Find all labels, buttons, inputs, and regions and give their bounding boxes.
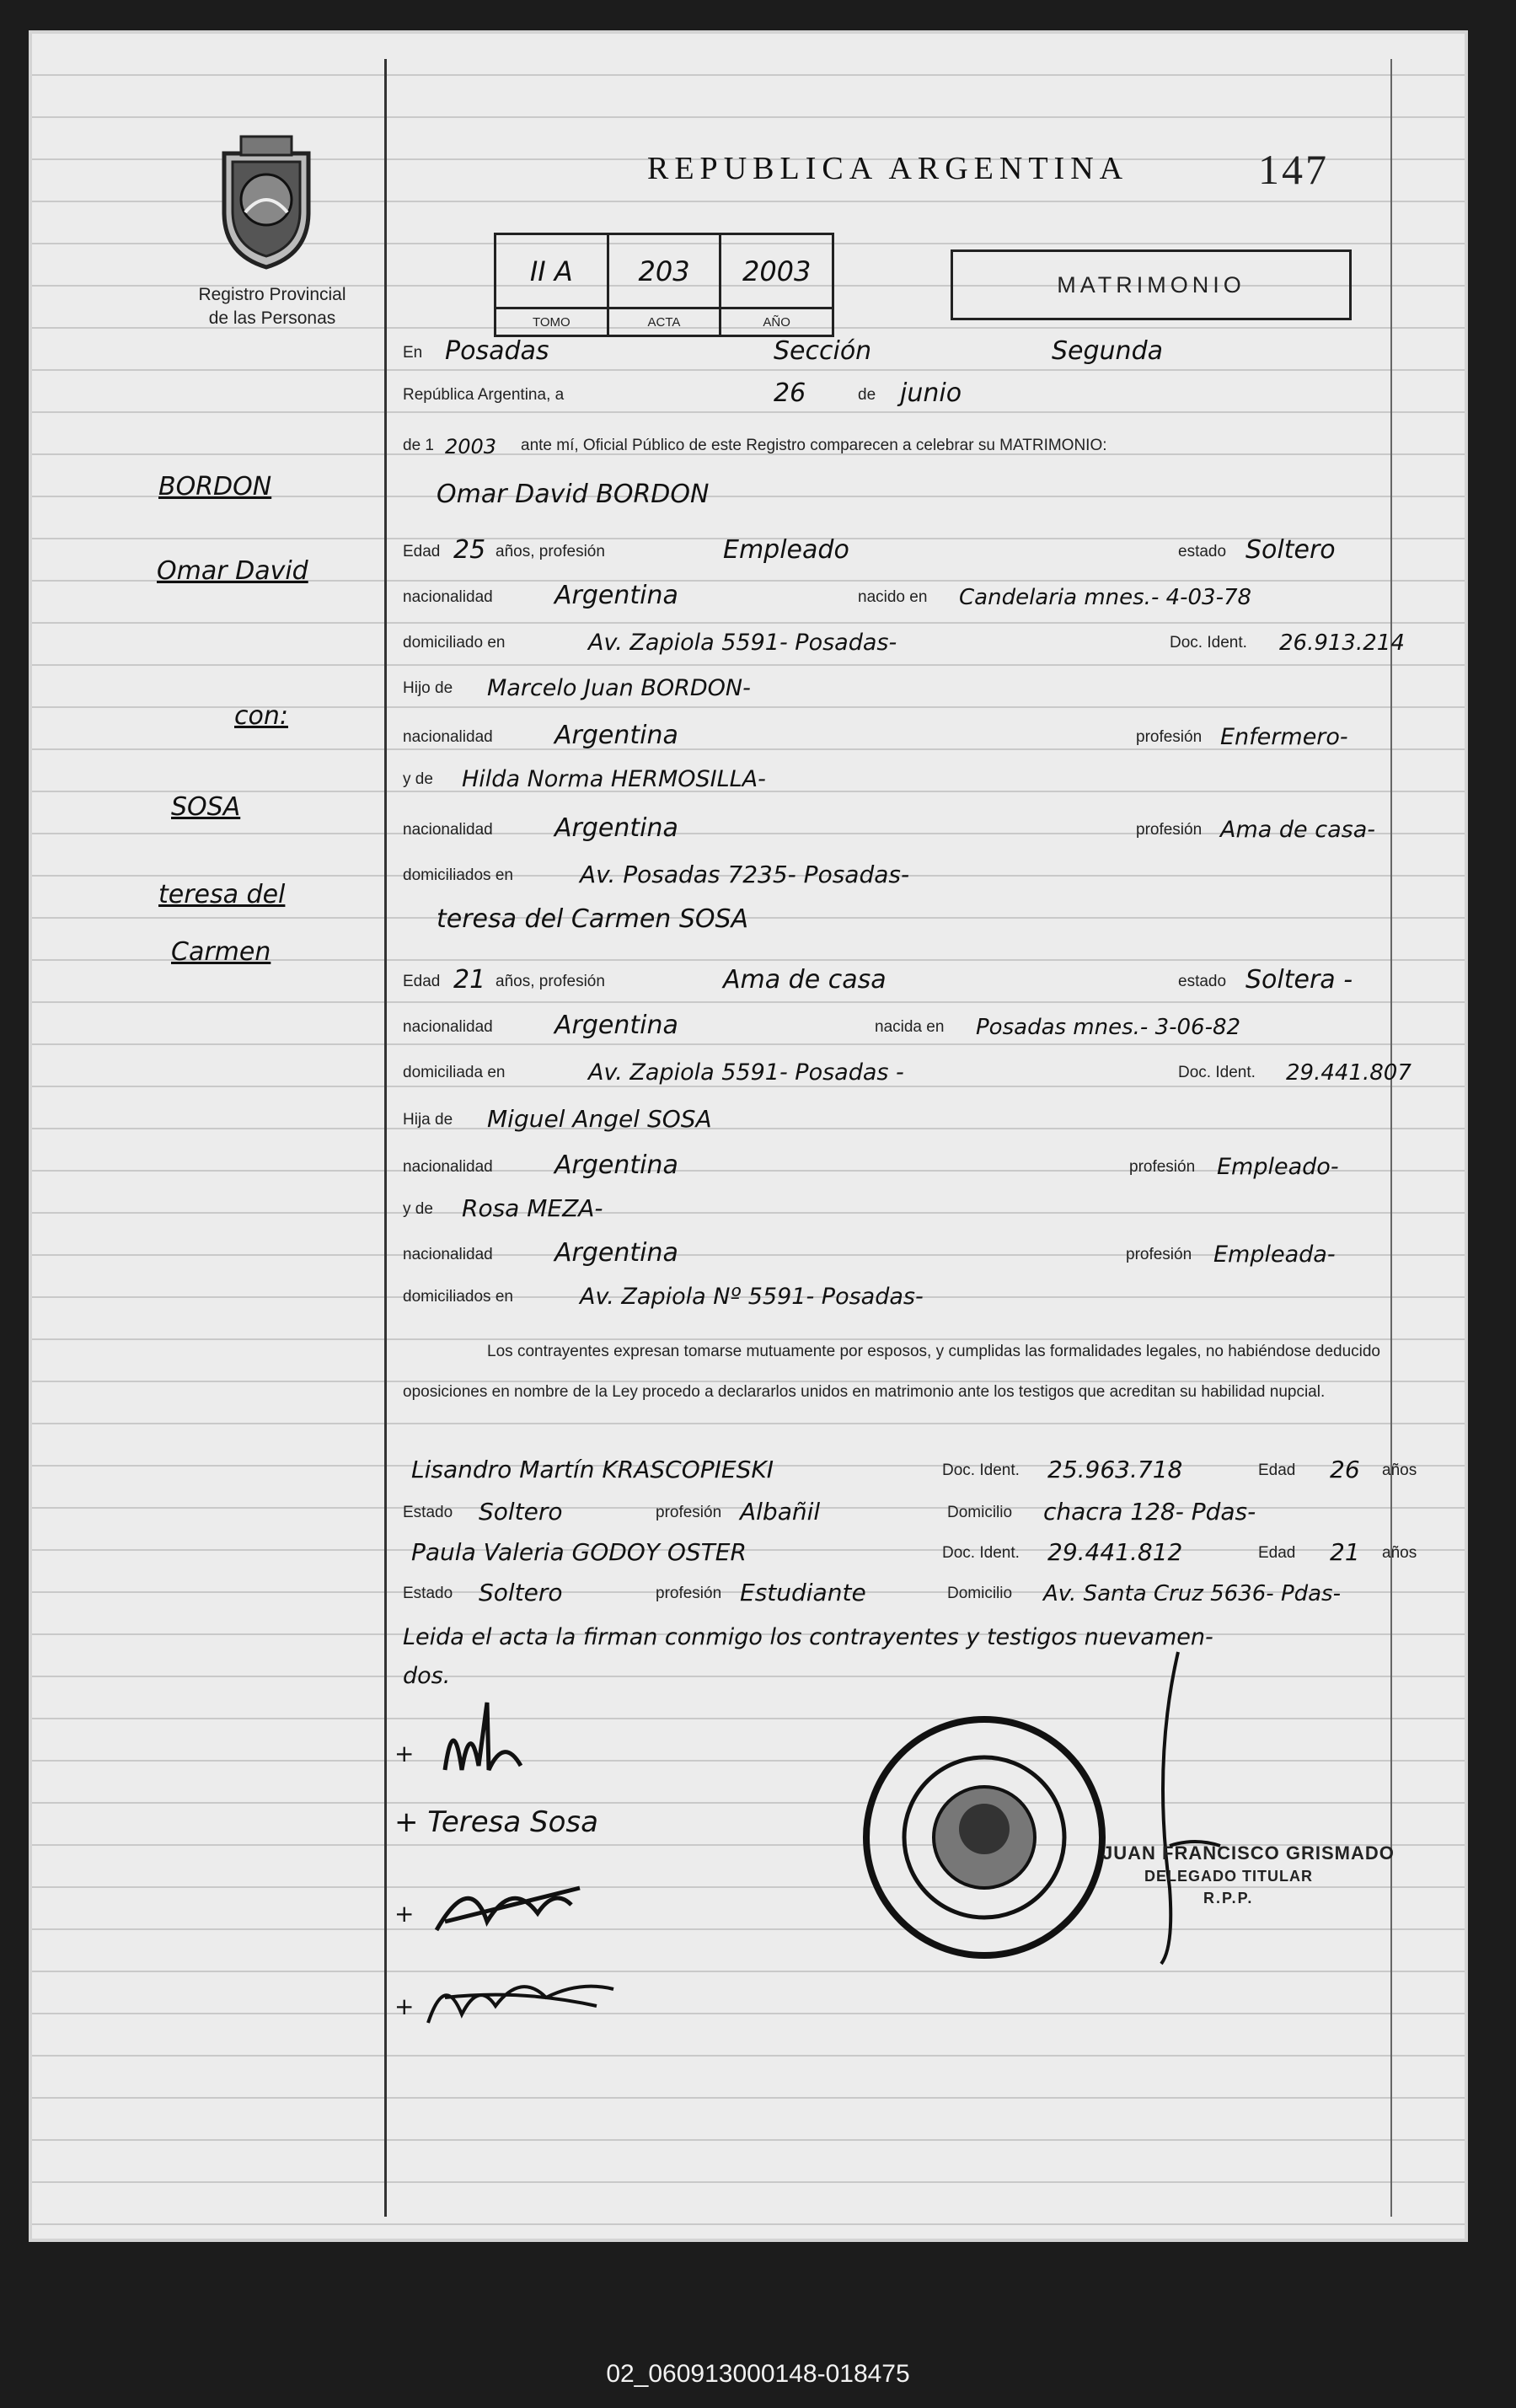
groom-mother-label: y de [403,770,433,788]
witness-2-doc-id: 29.441.812 [1047,1538,1183,1566]
bride-domicile-value: Av. Zapiola 5591- Posadas - [588,1059,904,1086]
groom-father-nationality-label: nacionalidad [403,728,493,746]
bride-mother-label: y de [403,1200,433,1218]
groom-mother-profession-label: profesión [1136,821,1203,839]
groom-mother-nationality-value: Argentina [554,813,678,843]
bride-mother-nationality-value: Argentina [554,1238,678,1268]
bride-father-profession-value: Empleado- [1217,1154,1339,1180]
witness-1-edad-label: Edad [1258,1461,1296,1479]
margin-names-2a: teresa del [158,880,286,909]
groom-doc-label: Doc. Ident. [1170,634,1247,652]
city-value: Posadas [445,336,549,366]
bride-name-row [403,897,1380,939]
groom-domicile-label: domiciliado en [403,634,506,652]
closing-text-line-2: dos. [403,1663,451,1689]
witness-1-domicile: chacra 128- Pdas- [1043,1498,1256,1526]
bride-birthplace-value: Posadas mnes.- 3-06-82 [976,1015,1241,1040]
bride-civil-status: Soltera - [1245,965,1353,995]
groom-doc-id: 26.913.214 [1279,630,1405,656]
bride-nationality-label: nacionalidad [403,1018,493,1036]
bride-father-nationality-value: Argentina [554,1150,678,1180]
bride-father-nationality-row [403,1143,1380,1185]
witness-2-profession-label: profesión [656,1585,722,1602]
groom-civil-status: Soltero [1245,535,1336,565]
intro-text: ante mí, Oficial Público de este Registro comparecen a celebrar su MATRIMONIO: [521,437,1107,454]
witness-2-domicile-label: Domicilio [947,1585,1013,1602]
en-label: En [403,344,423,362]
bride-father-value: Miguel Angel SOSA [487,1105,712,1133]
witness-1-age: 26 [1330,1456,1360,1483]
groom-estado-label: estado [1178,543,1227,560]
bride-father-nationality-label: nacionalidad [403,1158,493,1176]
section-name-value: Segunda [1052,336,1163,366]
official-office: R.P.P. [1203,1890,1254,1907]
bride-doc-id: 29.441.807 [1286,1060,1412,1086]
witness-2-profession: Estudiante [740,1579,866,1606]
witness-2-signature-icon [394,1947,647,2040]
ano-cell [721,235,832,335]
day-value: 26 [774,378,806,408]
closing-row-1 [403,1613,1380,1655]
intro-row-place [403,329,1380,371]
svg-text:+: + [394,1740,415,1767]
year-prefix-label: de 1 [403,437,434,454]
bride-mother-profession-label: profesión [1126,1246,1192,1263]
groom-father-nationality-row [403,713,1380,755]
groom-parents-domicile-value: Av. Posadas 7235- Posadas- [580,861,910,888]
groom-father-value: Marcelo Juan BORDON- [487,675,751,701]
bride-profession-label: años, profesión [496,973,605,990]
bride-parents-domicile-label: domiciliados en [403,1288,513,1306]
groom-nationality-value: Argentina [554,581,678,610]
ano-label: AÑO [721,307,832,335]
margin-names-2b: Carmen [171,937,271,967]
bride-parents-domicile-row [403,1273,1380,1315]
country-title: REPUBLICA ARGENTINA [647,151,1129,186]
witness-2-name: Paula Valeria GODOY OSTER [411,1538,747,1566]
margin-surname-2: SOSA [171,792,241,822]
groom-mother-row [403,755,1380,797]
groom-mother-value: Hilda Norma HERMOSILLA- [462,766,766,792]
bride-full-name: teresa del Carmen SOSA [437,904,749,934]
witness-1-name-row [403,1446,1417,1488]
groom-age-row [403,528,1380,570]
margin-divider [384,59,387,2217]
witness-1-doc-id: 25.963.718 [1047,1456,1183,1483]
republic-label: República Argentina, a [403,386,565,404]
groom-parents-domicile-row [403,851,1380,893]
witness-2-age: 21 [1330,1538,1360,1566]
margin-con: con: [234,701,288,731]
bride-father-label: Hija de [403,1111,453,1129]
groom-nationality-row [403,573,1380,615]
groom-domicile-row [403,619,1405,661]
bride-mother-nationality-label: nacionalidad [403,1246,493,1263]
witness-2-doc-label: Doc. Ident. [942,1544,1020,1562]
groom-birth-label: nacido en [858,588,928,606]
page-number: 147 [1258,146,1329,193]
bride-domicile-label: domiciliada en [403,1064,506,1081]
reference-table [494,233,834,337]
witness-1-doc-label: Doc. Ident. [942,1461,1020,1479]
groom-father-nationality-value: Argentina [554,721,678,750]
groom-domicile-value: Av. Zapiola 5591- Posadas- [588,630,897,656]
de-label: de [858,386,876,404]
bride-domicile-row [403,1048,1412,1091]
document-code: 02_060913000148-018475 [606,2360,910,2388]
groom-name-row [403,472,1380,514]
witness-2-civil-status: Soltero [479,1579,563,1606]
official-title: DELEGADO TITULAR [1144,1868,1313,1885]
bride-father-row [403,1096,1380,1138]
witness-1-estado-label: Estado [403,1504,453,1521]
witness-2-estado-label: Estado [403,1585,453,1602]
bride-nationality-row [403,1003,1380,1045]
acta-cell [609,235,722,335]
groom-age-value: 25 [453,535,486,565]
bride-nationality-value: Argentina [554,1011,678,1040]
section-value: Sección [774,336,872,366]
document-type-box: MATRIMONIO [951,249,1352,320]
bride-profession-value: Ama de casa [723,965,887,995]
witness-2-details-row [403,1569,1380,1612]
witness-2-edad-label: Edad [1258,1544,1296,1562]
closing-text-line-1: Leida el acta la firman conmigo los contrayentes y testigos nuevamen- [403,1624,1213,1650]
register-sheet [32,34,1465,2239]
groom-father-row [403,664,1380,706]
bride-mother-profession-value: Empleada- [1213,1242,1336,1268]
acta-label: ACTA [609,307,720,335]
acta-value: 203 [638,255,690,287]
bride-parents-domicile-value: Av. Zapiola Nº 5591- Posadas- [580,1284,924,1310]
right-margin-line [1390,59,1392,2217]
bride-mother-value: Rosa MEZA- [462,1194,603,1222]
groom-birthplace-value: Candelaria mnes.- 4-03-78 [959,585,1252,610]
registry-name-line-1: Registro Provincial [198,285,346,304]
province-shield-icon [207,128,325,271]
witness-1-details-row [403,1488,1380,1531]
witness-1-domicile-label: Domicilio [947,1504,1013,1521]
intro-row-date [403,371,1380,413]
groom-mother-nationality-label: nacionalidad [403,821,493,839]
groom-profession-value: Empleado [723,535,849,565]
tomo-cell [496,235,609,335]
witness-2-anos-label: años [1382,1544,1417,1562]
groom-full-name: Omar David BORDON [437,480,710,509]
groom-signature-icon [394,1686,597,1787]
groom-father-label: Hijo de [403,679,453,697]
witness-1-civil-status: Soltero [479,1498,563,1526]
svg-text:+: + [394,1992,415,2020]
margin-names-1: Omar David [157,556,308,586]
groom-profession-label: años, profesión [496,543,605,560]
official-name: JUAN FRANCISCO GRISMADO [1102,1842,1395,1864]
margin-surname-1: BORDON [158,472,272,501]
witness-1-profession-label: profesión [656,1504,722,1521]
groom-edad-label: Edad [403,543,441,560]
bride-birth-label: nacida en [875,1018,945,1036]
intro-row-year [403,421,1380,464]
bride-age-value: 21 [453,965,486,995]
witness-1-name: Lisandro Martín KRASCOPIESKI [411,1456,774,1483]
official-stamp-icon [858,1711,1111,1964]
witness-1-profession: Albañil [740,1498,821,1526]
groom-father-profession-label: profesión [1136,728,1203,746]
svg-text:+: + [394,1900,415,1928]
bride-father-profession-label: profesión [1129,1158,1196,1176]
witness-2-domicile: Av. Santa Cruz 5636- Pdas- [1043,1581,1341,1606]
groom-parents-domicile-label: domiciliados en [403,866,513,884]
witness-2-name-row [403,1529,1417,1571]
bride-signature-text: Teresa Sosa [427,1805,598,1839]
bride-signature [394,1805,598,1839]
ano-value: 2003 [742,255,812,287]
bride-edad-label: Edad [403,973,441,990]
groom-mother-nationality-row [403,806,1380,848]
witness-1-anos-label: años [1382,1461,1417,1479]
year-value: 2003 [445,435,497,459]
bride-mother-nationality-row [403,1231,1380,1273]
official-signature-icon [1128,1635,1229,1972]
bride-signature-plus: + [394,1805,428,1839]
bride-age-row [403,957,1380,1000]
bride-estado-label: estado [1178,973,1227,990]
groom-father-profession-value: Enfermero- [1220,724,1348,750]
tomo-value: II A [529,255,573,287]
legal-declaration-text: Los contrayentes expresan tomarse mutuamente por esposos, y cumplidas las formalidades legales, no habiéndose deducido oposiciones en nombre de la Ley procedo a declararlos unidos en matrimonio ante los testigos que acreditan su habilidad nupcial. [403,1343,1380,1401]
registry-name-line-2: de las Personas [208,308,336,328]
month-value: junio [900,378,962,408]
registry-name [158,283,386,330]
margin-column [32,34,386,2239]
groom-nationality-label: nacionalidad [403,588,493,606]
bride-mother-row [403,1185,1380,1227]
witness-1-signature-icon [394,1854,613,1947]
groom-mother-profession-value: Ama de casa- [1220,817,1375,843]
bride-doc-label: Doc. Ident. [1178,1064,1256,1081]
tomo-label: TOMO [496,307,607,335]
